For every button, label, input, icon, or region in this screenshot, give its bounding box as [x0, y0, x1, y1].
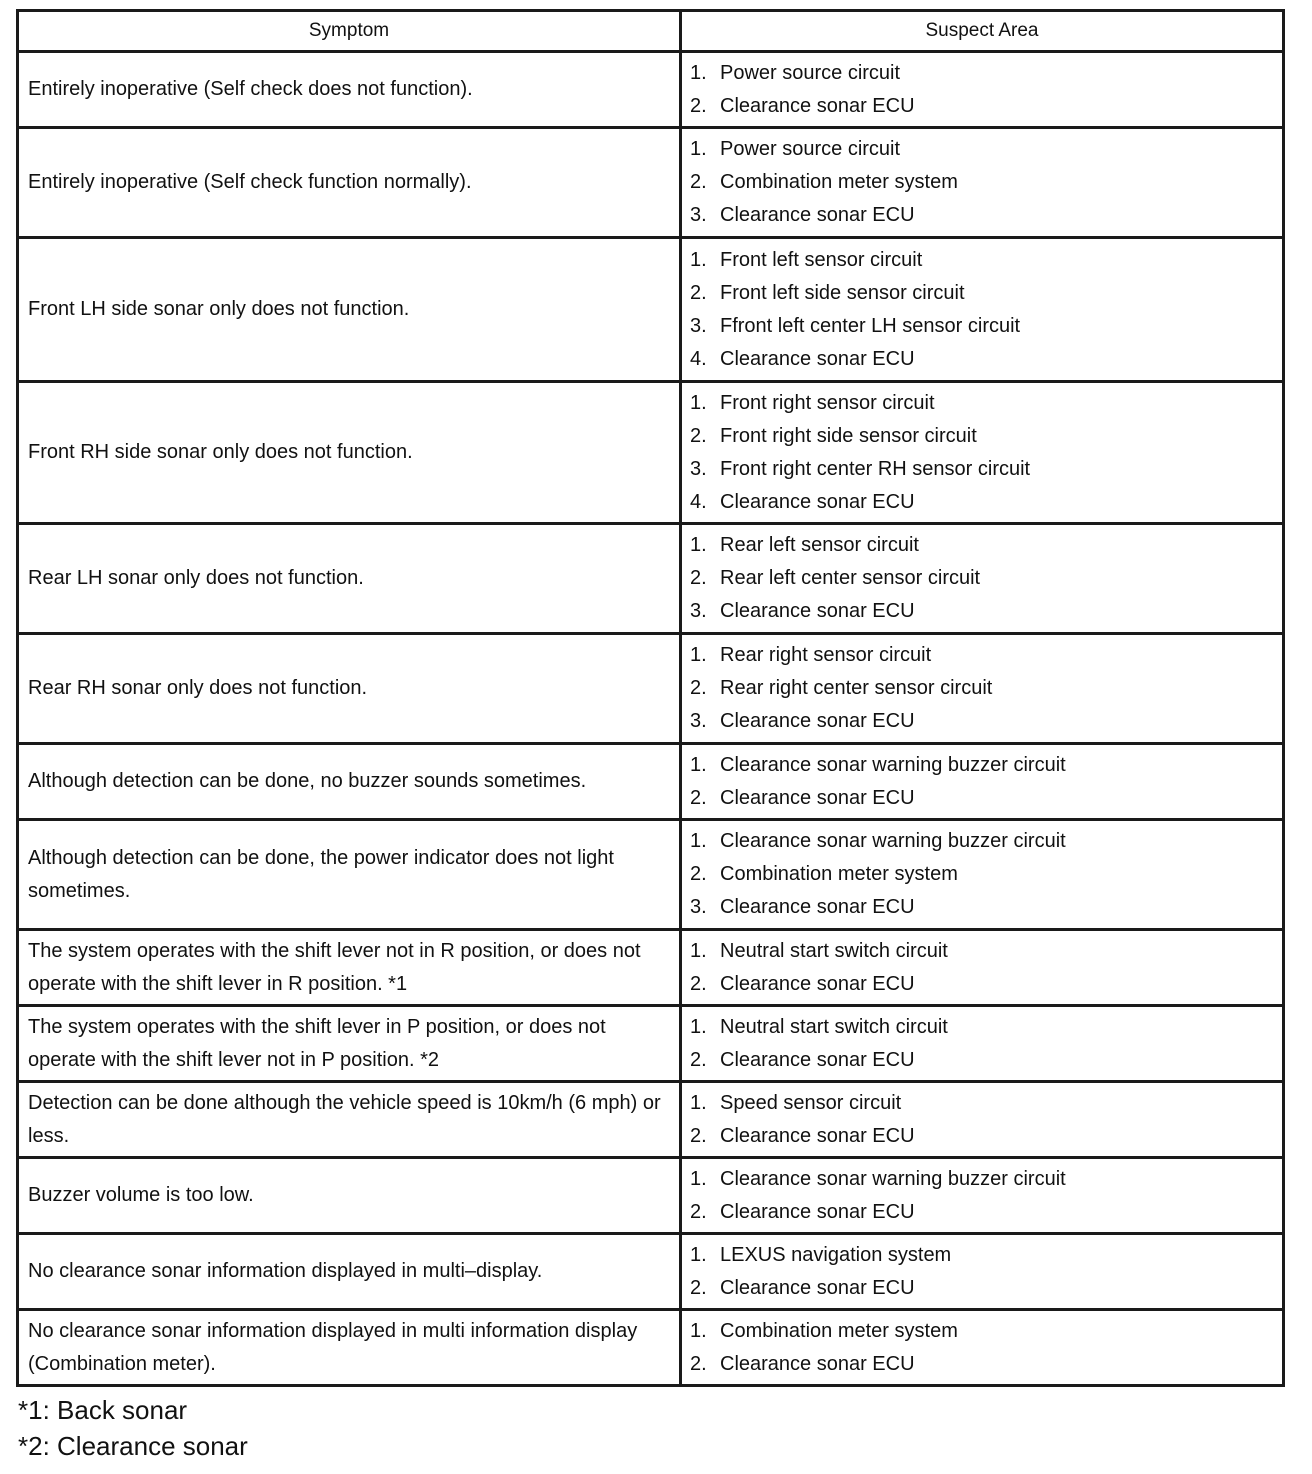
suspect-area-item — [690, 420, 1276, 453]
suspect-area-item — [690, 672, 1276, 705]
area-text: Clearance sonar ECU — [720, 347, 915, 370]
area-text: Clearance sonar ECU — [720, 490, 915, 513]
area-text: Clearance sonar ECU — [720, 1124, 915, 1147]
suspect-area-item — [690, 968, 1276, 1001]
table-row — [18, 744, 1284, 820]
suspect-area-cell — [681, 744, 1284, 820]
area-text: Clearance sonar ECU — [720, 896, 915, 918]
area-number: 1. — [690, 753, 707, 776]
suspect-area-item — [690, 705, 1276, 738]
suspect-area-item — [690, 244, 1276, 277]
suspect-area-item — [690, 595, 1276, 628]
suspect-area-item — [690, 825, 1276, 858]
area-text: Clearance sonar ECU — [720, 1048, 915, 1071]
area-text: Rear right sensor circuit — [720, 644, 932, 666]
table-row — [18, 382, 1284, 524]
suspect-area-cell — [681, 1158, 1284, 1234]
area-text: Clearance sonar warning buzzer circuit — [720, 1167, 1066, 1190]
area-text: Clearance sonar warning buzzer circuit — [720, 830, 1066, 852]
suspect-area-cell — [681, 52, 1284, 128]
table-row — [18, 1006, 1284, 1082]
symptom-cell: Rear RH sonar only does not function. — [18, 634, 681, 744]
suspect-area-item — [690, 1044, 1276, 1077]
suspect-area-item — [690, 166, 1276, 199]
area-text: Clearance sonar ECU — [720, 94, 915, 117]
suspect-area-item — [690, 562, 1276, 595]
area-text: Front left sensor circuit — [720, 248, 923, 271]
table-row — [18, 1310, 1284, 1386]
area-number: 2. — [690, 786, 707, 809]
area-number: 2. — [690, 863, 707, 885]
table-row — [18, 238, 1284, 382]
table-row — [18, 52, 1284, 128]
footnote-2: *2: Clearance sonar — [18, 1431, 248, 1461]
area-text: Speed sensor circuit — [720, 1091, 902, 1114]
area-number: 2. — [690, 1124, 707, 1147]
area-text: Front right side sensor circuit — [720, 424, 977, 447]
area-number: 1. — [690, 1319, 707, 1342]
area-text: Clearance sonar ECU — [720, 972, 915, 995]
suspect-area-item — [690, 1315, 1276, 1348]
table-row — [18, 1234, 1284, 1310]
area-number: 2. — [690, 1048, 707, 1071]
symptom-cell: Entirely inoperative (Self check function normally). — [18, 128, 681, 238]
area-number: 1. — [690, 534, 707, 556]
area-number: 1. — [690, 830, 707, 852]
area-number: 2. — [690, 94, 707, 117]
symptom-table — [16, 9, 1285, 1387]
table-row — [18, 634, 1284, 744]
area-number: 3. — [690, 457, 707, 480]
suspect-area-item — [690, 935, 1276, 968]
suspect-area-item — [690, 1348, 1276, 1381]
suspect-area-item — [690, 1087, 1276, 1120]
symptom-header: Symptom — [18, 11, 681, 52]
suspect-area-item — [690, 133, 1276, 166]
suspect-area-item — [690, 453, 1276, 486]
symptom-cell: Although detection can be done, no buzzer sounds sometimes. — [18, 744, 681, 820]
area-text: Clearance sonar ECU — [720, 710, 915, 732]
area-number: 1. — [690, 939, 707, 962]
area-number: 3. — [690, 600, 707, 622]
suspect-area-item — [690, 1272, 1276, 1305]
area-text: Front right center RH sensor circuit — [720, 457, 1031, 480]
suspect-area-item — [690, 639, 1276, 672]
suspect-area-item — [690, 749, 1276, 782]
area-text: Clearance sonar warning buzzer circuit — [720, 753, 1066, 776]
suspect-area-item — [690, 90, 1276, 123]
suspect-area-cell — [681, 820, 1284, 930]
area-text: Clearance sonar ECU — [720, 786, 915, 809]
area-number: 2. — [690, 1200, 707, 1223]
footnotes — [18, 1392, 248, 1464]
suspect-area-item — [690, 891, 1276, 924]
area-number: 2. — [690, 171, 707, 193]
area-text: Front right sensor circuit — [720, 391, 935, 414]
suspect-area-item — [690, 277, 1276, 310]
area-text: Clearance sonar ECU — [720, 204, 915, 226]
area-text: Clearance sonar ECU — [720, 1200, 915, 1223]
suspect-area-cell — [681, 634, 1284, 744]
area-number: 1. — [690, 1015, 707, 1038]
suspect-area-cell — [681, 128, 1284, 238]
area-text: LEXUS navigation system — [720, 1243, 952, 1266]
suspect-area-cell — [681, 1006, 1284, 1082]
symptom-cell: The system operates with the shift lever in P position, or does not operate with the shift lever not in P position. *2 — [18, 1006, 681, 1082]
suspect-area-item — [690, 858, 1276, 891]
header-row — [18, 11, 1284, 52]
area-number: 1. — [690, 1243, 707, 1266]
symptom-cell: Front RH side sonar only does not function. — [18, 382, 681, 524]
suspect-area-item — [690, 343, 1276, 376]
suspect-area-item — [690, 310, 1276, 343]
table-row — [18, 930, 1284, 1006]
area-number: 2. — [690, 281, 707, 304]
area-text: Combination meter system — [720, 171, 958, 193]
area-number: 1. — [690, 248, 707, 271]
symptom-cell: Although detection can be done, the power indicator does not light sometimes. — [18, 820, 681, 930]
suspect-area-item — [690, 1239, 1276, 1272]
area-number: 4. — [690, 347, 707, 370]
area-text: Rear left center sensor circuit — [720, 567, 981, 589]
area-number: 1. — [690, 138, 707, 160]
area-text: Clearance sonar ECU — [720, 600, 915, 622]
suspect-area-cell — [681, 382, 1284, 524]
suspect-area-header: Suspect Area — [681, 11, 1284, 52]
area-text: Rear left sensor circuit — [720, 534, 919, 556]
area-number: 3. — [690, 710, 707, 732]
footnote-1: *1: Back sonar — [18, 1395, 188, 1425]
area-text: Power source circuit — [720, 61, 901, 84]
suspect-area-item — [690, 1120, 1276, 1153]
suspect-area-item — [690, 387, 1276, 420]
area-text: Combination meter system — [720, 863, 958, 885]
symptom-cell: No clearance sonar information displayed in multi information display (Combination meter). — [18, 1310, 681, 1386]
suspect-area-item — [690, 1163, 1276, 1196]
suspect-area-cell — [681, 1310, 1284, 1386]
area-text: Power source circuit — [720, 138, 901, 160]
suspect-area-cell — [681, 238, 1284, 382]
area-number: 2. — [690, 424, 707, 447]
area-number: 1. — [690, 61, 707, 84]
table-row — [18, 820, 1284, 930]
table-row — [18, 128, 1284, 238]
area-text: Ffront left center LH sensor circuit — [720, 314, 1021, 337]
table-row — [18, 524, 1284, 634]
area-number: 3. — [690, 204, 707, 226]
area-text: Clearance sonar ECU — [720, 1352, 915, 1375]
symptom-cell: Buzzer volume is too low. — [18, 1158, 681, 1234]
area-number: 3. — [690, 314, 707, 337]
area-text: Clearance sonar ECU — [720, 1276, 915, 1299]
suspect-area-cell — [681, 524, 1284, 634]
symptom-cell: Front LH side sonar only does not function. — [18, 238, 681, 382]
table-row — [18, 1158, 1284, 1234]
area-number: 2. — [690, 1276, 707, 1299]
area-number: 1. — [690, 644, 707, 666]
suspect-area-cell — [681, 1234, 1284, 1310]
area-text: Rear right center sensor circuit — [720, 677, 993, 699]
suspect-area-item — [690, 529, 1276, 562]
table-row — [18, 1082, 1284, 1158]
area-text: Neutral start switch circuit — [720, 1015, 948, 1038]
area-number: 2. — [690, 972, 707, 995]
area-number: 1. — [690, 391, 707, 414]
symptom-cell: Rear LH sonar only does not function. — [18, 524, 681, 634]
suspect-area-item — [690, 1196, 1276, 1229]
area-number: 1. — [690, 1091, 707, 1114]
symptom-cell: No clearance sonar information displayed in multi–display. — [18, 1234, 681, 1310]
suspect-area-item — [690, 57, 1276, 90]
symptom-cell: Detection can be done although the vehicle speed is 10km/h (6 mph) or less. — [18, 1082, 681, 1158]
suspect-area-cell — [681, 930, 1284, 1006]
area-number: 1. — [690, 1167, 707, 1190]
area-number: 2. — [690, 567, 707, 589]
area-number: 3. — [690, 896, 707, 918]
symptom-cell: Entirely inoperative (Self check does not function). — [18, 52, 681, 128]
suspect-area-cell — [681, 1082, 1284, 1158]
table-body — [18, 52, 1284, 1386]
area-number: 4. — [690, 490, 707, 513]
suspect-area-item — [690, 486, 1276, 519]
area-number: 2. — [690, 1352, 707, 1375]
area-number: 2. — [690, 677, 707, 699]
area-text: Combination meter system — [720, 1319, 958, 1342]
area-text: Neutral start switch circuit — [720, 939, 948, 962]
suspect-area-item — [690, 199, 1276, 232]
area-text: Front left side sensor circuit — [720, 281, 965, 304]
symptom-cell: The system operates with the shift lever not in R position, or does not operate with the shift lever in R position. *1 — [18, 930, 681, 1006]
suspect-area-item — [690, 782, 1276, 815]
suspect-area-item — [690, 1011, 1276, 1044]
